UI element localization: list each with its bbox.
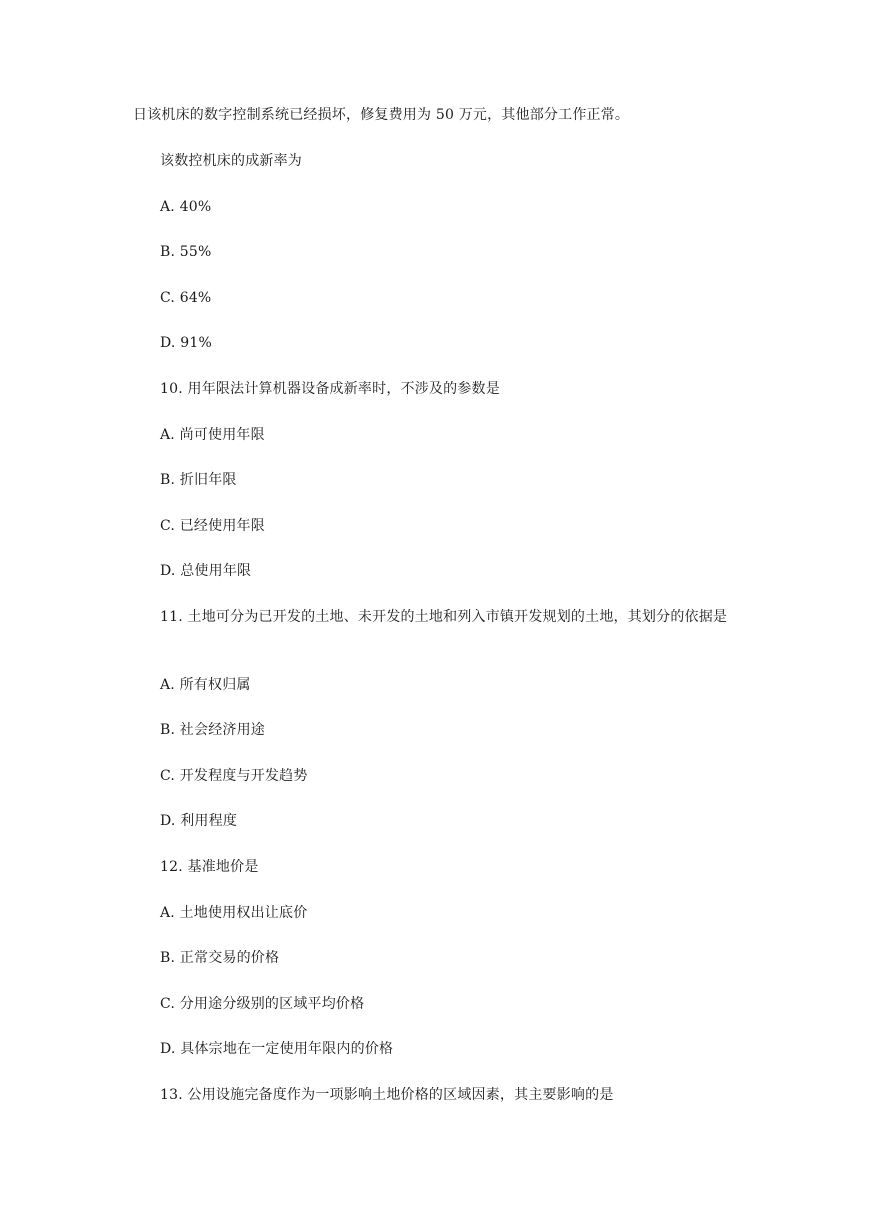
- question-11-stem: 11. 土地可分为已开发的土地、未开发的土地和列入市镇开发规划的土地，其划分的依据是: [160, 609, 728, 625]
- question-13-stem: 13. 公用设施完备度作为一项影响土地价格的区域因素，其主要影响的是: [160, 1087, 614, 1103]
- question-9-option-b: B. 55%: [160, 244, 212, 260]
- question-12-option-c: C. 分用途分级别的区域平均价格: [160, 996, 365, 1012]
- question-11-option-b: B. 社会经济用途: [160, 722, 265, 738]
- question-10-option-a: A. 尚可使用年限: [160, 427, 265, 443]
- question-12-option-b: B. 正常交易的价格: [160, 950, 280, 966]
- question-9-option-a: A. 40%: [160, 199, 212, 215]
- question-12-stem: 12. 基准地价是: [160, 859, 259, 875]
- question-9-option-d: D. 91%: [160, 335, 212, 351]
- question-10-option-d: D. 总使用年限: [160, 563, 252, 579]
- question-12-option-a: A. 土地使用权出让底价: [160, 905, 308, 921]
- question-9-stem: 该数控机床的成新率为: [160, 153, 302, 169]
- question-10-stem: 10. 用年限法计算机器设备成新率时，不涉及的参数是: [160, 381, 500, 397]
- intro-continuation-text: 日该机床的数字控制系统已经损坏，修复费用为 50 万元，其他部分工作正常。: [133, 107, 630, 123]
- question-11-option-d: D. 利用程度: [160, 813, 238, 829]
- question-10-option-b: B. 折旧年限: [160, 472, 237, 488]
- question-12-option-d: D. 具体宗地在一定使用年限内的价格: [160, 1041, 394, 1057]
- question-11-option-c: C. 开发程度与开发趋势: [160, 768, 308, 784]
- question-9-option-c: C. 64%: [160, 290, 212, 306]
- question-11-option-a: A. 所有权归属: [160, 677, 251, 693]
- question-10-option-c: C. 已经使用年限: [160, 518, 265, 534]
